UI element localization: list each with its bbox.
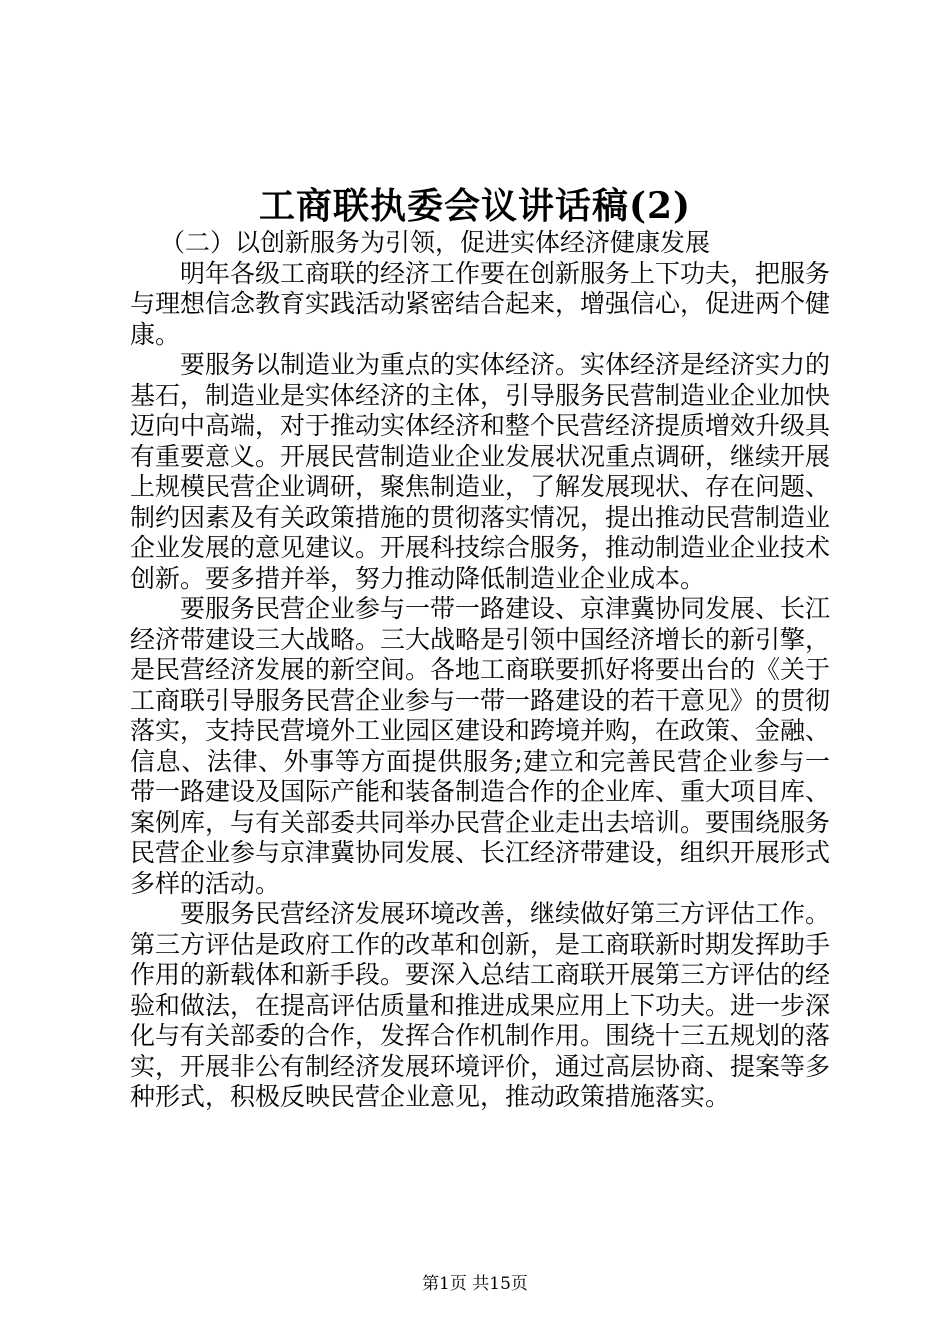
page-number-footer: 第1页 共15页 — [422, 1274, 528, 1294]
document-title: 工商联执委会议讲话稿(2) — [258, 185, 692, 227]
paragraph-1: 明年各级工商联的经济工作要在创新服务上下功夫，把服务与理想信念教育实践活动紧密结合起来，增强信心，促进两个健康。 — [130, 258, 831, 349]
section-subheading: （二）以创新服务为引领，促进实体经济健康发展 — [160, 228, 711, 257]
document-body — [130, 228, 830, 1113]
paragraph-4: 要服务民营经济发展环境改善，继续做好第三方评估工作。第三方评估是政府工作的改革和创新，是工商联新时期发挥助手作用的新载体和新手段。要深入总结工商联开展第三方评估的经验和做法，在提高评估质量和推进成果应用上下功夫。进一步深化与有关部委的合作，发挥合作机制作用。围绕十三五规划的落实，开展非公有制经济发展环境评价，通过高层协商、提案等多种形式，积极反映民营企业意见，推动政策措施落实。 — [130, 899, 831, 1111]
paragraph-2: 要服务以制造业为重点的实体经济。实体经济是经济实力的基石，制造业是实体经济的主体，引导服务民营制造业企业加快迈向中高端，对于推动实体经济和整个民营经济提质增效升级具有重要意义。开展民营制造业企业发展状况重点调研，继续开展上规模民营企业调研，聚焦制造业，了解发展现状、存在问题、制约因素及有关政策措施的贯彻落实情况，提出推动民营制造业企业发展的意见建议。开展科技综合服务，推动制造业企业技术创新。要多措并举，努力推动降低制造业企业成本。 — [130, 350, 831, 593]
paragraph-3: 要服务民营企业参与一带一路建设、京津冀协同发展、长江经济带建设三大战略。三大战略是引领中国经济增长的新引擎，是民营经济发展的新空间。各地工商联要抓好将要出台的《关于工商联引导服务民营企业参与一带一路建设的若干意见》的贯彻落实，支持民营境外工业园区建设和跨境并购，在政策、金融、信息、法律、外事等方面提供服务;建立和完善民营企业参与一带一路建设及国际产能和装备制造合作的企业库、重大项目库、案例库，与有关部委共同举办民营企业走出去培训。要围绕服务民营企业参与京津冀协同发展、长江经济带建设，组织开展形式多样的活动。 — [130, 594, 831, 898]
